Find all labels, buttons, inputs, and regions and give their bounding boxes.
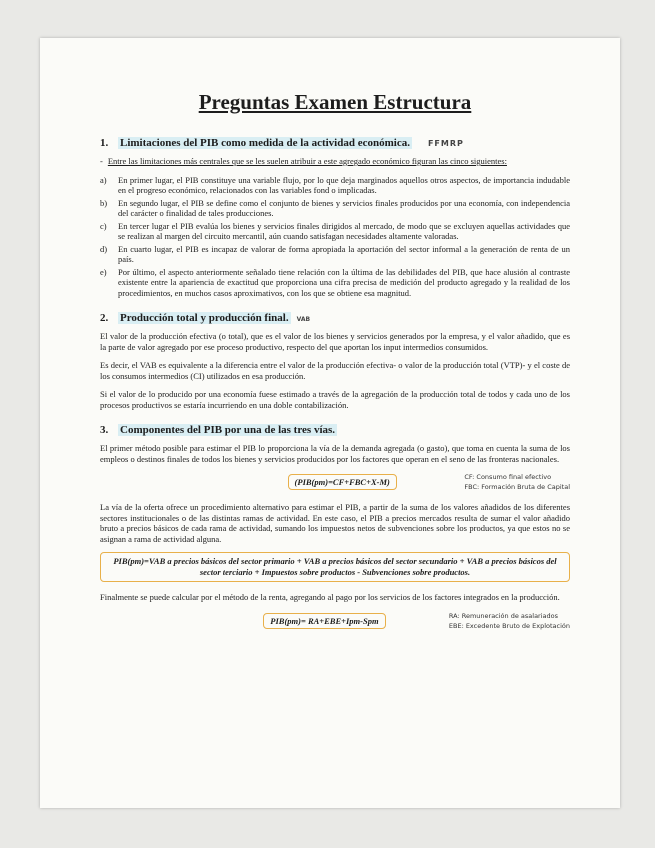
item-text: En segundo lugar, el PIB se define como el conjunto de bienes y servicios finales producidos por una economía, con independencia del carácter o finalidad de tales producciones. [118,197,570,218]
income-formula: PIB(pm)= RA+EBE+Ipm-Spm [263,613,385,629]
list-item [100,267,570,299]
handwritten-note [449,611,570,631]
item-label: e) [100,266,107,277]
handwritten-note: VAB [296,316,311,323]
item-label: c) [100,220,107,231]
document-content [100,90,570,641]
list-item [100,175,570,196]
intro-bullet: - [100,156,103,166]
section-number: 2. [100,312,109,324]
demand-formula: (PIB(pm)=CF+FBC+X-M) [288,474,397,490]
handwritten-note: FFMRP [427,139,464,148]
note-line: RA: Remuneración de asalariados [448,611,559,620]
handwritten-note [464,472,570,492]
paragraph: El primer método posible para estimar el PIB lo proporciona la vía de la demanda agregada (o gasto), que toma en cuenta la suma de los empleos o destinos finales de todos los bienes y servicios producidos por los factores que operan en el seno de las fronteras nacionales. [100,443,570,464]
intro-text: Entre las limitaciones más centrales que se les suelen atribuir a este agregado económico figuran las cinco siguientes: [107,156,507,166]
paragraph: Es decir, el VAB es equivalente a la diferencia entre el valor de la producción efectiva- o valor de la producción total (VTP)- y el coste de los consumos intermedios (CI) utilizados en esa producción. [100,360,570,381]
paragraph: La vía de la oferta ofrece un procedimiento alternativo para estimar el PIB, a partir de la suma de los valores añadidos de los diferentes sectores institucionales o de las distintas ramas de actividad. En este caso, el PIB a precios mercados resulta de sumar el valor añadido bruto a precios básicos de cada rama de actividad, sumando los impuestos netos de subvenciones sobre los productos, ya que estos no se asignan a rama de actividad alguna. [100,502,570,544]
note-line: FBC: Formación Bruta de Capital [464,483,570,491]
section-2-heading [100,312,570,324]
document-page [40,38,620,808]
demand-formula-row [100,472,570,492]
note-line: EBE: Excedente Bruto de Explotación [448,621,570,630]
note-line: CF: Consumo final efectivo [464,473,552,481]
section-title: Limitaciones del PIB como medida de la actividad económica. [120,137,410,149]
section-1-heading [100,137,570,149]
item-label: a) [100,174,107,185]
income-formula-row [100,611,570,631]
list-item [100,221,570,242]
section-title: Componentes del PIB por una de las tres vías. [120,424,336,436]
supply-formula: PIB(pm)=VAB a precios básicos del sector primario + VAB a precios básicos del sector secundario + VAB a precios básicos del sector terciario + Impuestos sobre productos - Subvenciones sobre productos. [100,552,570,582]
list-item [100,244,570,265]
section-number: 3. [100,424,109,436]
paragraph: Si el valor de lo producido por una economía fuese estimado a través de la agregación de la producción total de todos y cada uno de los procesos productivos se estaría incurriendo en una doble contabilización. [100,389,570,410]
limitations-list [100,175,570,299]
item-text: En primer lugar, el PIB constituye una variable flujo, por lo que deja marginados aquellos otros aspectos, de importancia indudable en el progreso económico, relacionados con las variables fond o implicadas. [118,174,570,195]
section-title: Producción total y producción final. [120,312,289,324]
paragraph: Finalmente se puede calcular por el método de la renta, agregando al pago por los servicios de los factores integrados en la producción. [100,592,560,602]
section-number: 1. [100,137,109,149]
paragraph: El valor de la producción efectiva (o total), que es el valor de los bienes y servicios generados por la empresa, y el valor añadido, que es la parte de valor agregado por ese proceso productivo, respecto del que aportan los input intermedios consumidos. [100,331,570,352]
page-title: Preguntas Examen Estructura [198,90,472,114]
list-item [100,198,570,219]
item-label: d) [100,243,108,254]
item-label: b) [100,197,108,208]
item-text: Por último, el aspecto anteriormente señalado tiene relación con la última de las debilidades del PIB, que hace alusión al contraste existente entre la apariencia de exactitud que proporciona una cifra precisa de medición del producto agregado y la realidad de los procedimientos, en muchos casos aproximativos, con los que se obtiene esa magnitud. [118,266,570,298]
section-1-intro [100,156,570,175]
section-3-heading [100,424,570,436]
item-text: En tercer lugar el PIB evalúa los bienes y servicios finales dirigidos al mercado, de modo que se excluyen aquellas actividades que se realizan al margen del circuito mercantil, aún cuando satisfagan necesidades altamente valoradas. [118,220,570,241]
item-text: En cuarto lugar, el PIB es incapaz de valorar de forma apropiada la aportación del sector informal a la generación de renta de un país. [118,243,570,264]
